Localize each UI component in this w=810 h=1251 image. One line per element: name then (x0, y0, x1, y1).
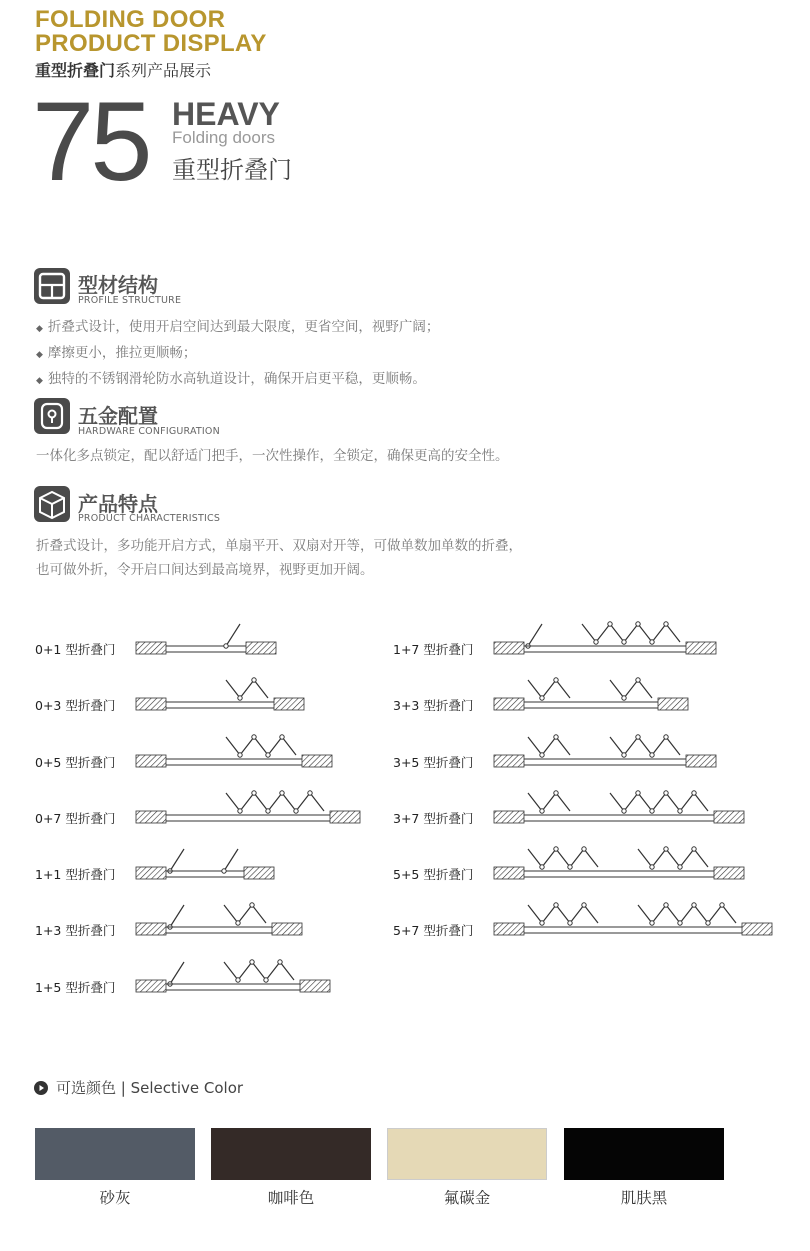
wall (494, 811, 524, 823)
hinge (278, 960, 282, 964)
hinge (678, 809, 682, 813)
hinge (650, 921, 654, 925)
diagram-label: 1+5 型折叠门 (35, 980, 116, 995)
product-subtitle: PRODUCT CHARACTERISTICS (78, 513, 221, 524)
door-panel (226, 624, 240, 646)
wall (742, 923, 772, 935)
door-panels (528, 905, 598, 923)
hinge (650, 753, 654, 757)
door-panel (170, 962, 184, 984)
diagram-label: 3+5 型折叠门 (393, 755, 474, 770)
diagram-label: 3+7 型折叠门 (393, 811, 474, 826)
color-name: 砂灰 (99, 1189, 131, 1207)
wall (300, 980, 330, 992)
hinge (540, 865, 544, 869)
model-number: 75 (32, 79, 149, 204)
color-name: 肌肤黑 (620, 1189, 668, 1207)
wall (494, 923, 524, 935)
hinge (250, 960, 254, 964)
wall (136, 755, 166, 767)
box-icon (34, 486, 70, 522)
hinge (540, 696, 544, 700)
door-panels (638, 849, 708, 867)
product-title: 产品特点 (78, 492, 158, 516)
hinge (650, 865, 654, 869)
subtitle-bold: 重型折叠门 (35, 61, 116, 80)
profile-title: 型材结构 (78, 273, 158, 297)
hinge (266, 753, 270, 757)
hinge (252, 791, 256, 795)
hinge (540, 753, 544, 757)
hinge (692, 791, 696, 795)
profile-list (36, 315, 439, 393)
hinge (222, 869, 226, 873)
hinge (264, 978, 268, 982)
hinge (678, 865, 682, 869)
hinge (692, 847, 696, 851)
model-zh-name: 重型折叠门 (172, 156, 292, 184)
subtitle (35, 58, 211, 81)
hinge (622, 640, 626, 644)
hinge (636, 678, 640, 682)
model-heavy: HEAVY (172, 96, 280, 132)
hinge (622, 753, 626, 757)
hinge (636, 622, 640, 626)
model-folding: Folding doors (172, 128, 276, 147)
wall (686, 755, 716, 767)
hinge (554, 678, 558, 682)
wall (136, 867, 166, 879)
door-panels (224, 962, 294, 980)
door-panels (610, 680, 652, 698)
color-swatch[interactable] (35, 1128, 195, 1180)
wall (244, 867, 274, 879)
door-panel (170, 905, 184, 927)
hinge (608, 622, 612, 626)
wall (494, 698, 524, 710)
diagram-label: 0+7 型折叠门 (35, 811, 116, 826)
hinge (554, 791, 558, 795)
hinge (308, 791, 312, 795)
wall (714, 811, 744, 823)
wall (136, 923, 166, 935)
diagram-label: 1+7 型折叠门 (393, 642, 474, 657)
hinge (540, 809, 544, 813)
color-swatch[interactable] (211, 1128, 371, 1180)
hinge (678, 921, 682, 925)
hinge (280, 735, 284, 739)
color-name: 氟碳金 (443, 1189, 491, 1207)
color-heading (34, 1077, 243, 1098)
product-text (36, 534, 522, 582)
hardware-text: 一体化多点锁定，配以舒适门把手，一次性操作，全锁定，确保更高的安全性。 (36, 448, 509, 464)
hinge (664, 735, 668, 739)
hinge (568, 921, 572, 925)
hinge (622, 696, 626, 700)
wall (494, 867, 524, 879)
hinge (224, 644, 228, 648)
door-panels (582, 624, 680, 642)
hinge (280, 791, 284, 795)
diagram-label: 0+3 型折叠门 (35, 698, 116, 713)
play-circle-icon (34, 1081, 48, 1095)
diamond-bullet-icon: ◆ (36, 324, 43, 334)
hardware-subtitle: HARDWARE CONFIGURATION (78, 426, 220, 437)
door-panels (610, 737, 680, 755)
door-panels (528, 737, 570, 755)
hinge (236, 978, 240, 982)
wall (658, 698, 688, 710)
hinge (236, 921, 240, 925)
product-line: 也可做外折，令开启口间达到最高境界，视野更加开阔。 (36, 562, 374, 578)
title-line2: PRODUCT DISPLAY (35, 30, 267, 57)
wall (246, 642, 276, 654)
hinge (706, 921, 710, 925)
hinge (582, 903, 586, 907)
door-panels (226, 680, 268, 698)
diamond-bullet-icon: ◆ (36, 376, 43, 386)
subtitle-rest: 系列产品展示 (115, 61, 212, 80)
wall (302, 755, 332, 767)
door-panels (528, 680, 570, 698)
hardware-title: 五金配置 (78, 404, 158, 428)
door-panels (528, 793, 570, 811)
wall (686, 642, 716, 654)
hinge (650, 809, 654, 813)
door-panel (170, 849, 184, 871)
wall (494, 755, 524, 767)
hinge (636, 791, 640, 795)
profile-subtitle: PROFILE STRUCTURE (78, 295, 182, 306)
hinge (238, 753, 242, 757)
wall (714, 867, 744, 879)
hinge (568, 865, 572, 869)
door-panels (638, 905, 736, 923)
color-swatch[interactable] (564, 1128, 724, 1180)
wall (274, 698, 304, 710)
hinge (664, 903, 668, 907)
hinge (238, 809, 242, 813)
diagram-label: 5+7 型折叠门 (393, 923, 474, 938)
hinge (294, 809, 298, 813)
color-heading-text: 可选颜色 | Selective Color (56, 1079, 244, 1097)
wall (494, 642, 524, 654)
hinge (664, 847, 668, 851)
hinge (266, 809, 270, 813)
door-panels (226, 737, 296, 755)
hinge (664, 791, 668, 795)
hinge (250, 903, 254, 907)
wall (136, 698, 166, 710)
hinge (252, 678, 256, 682)
color-name: 咖啡色 (267, 1189, 315, 1207)
hinge (554, 903, 558, 907)
diamond-bullet-icon: ◆ (36, 350, 43, 360)
hinge (582, 847, 586, 851)
hinge (720, 903, 724, 907)
title-line1: FOLDING DOOR (35, 6, 226, 33)
profile-item: ◆ 折叠式设计，使用开启空间达到最大限度，更省空间，视野广阔； (36, 319, 440, 335)
wall (136, 642, 166, 654)
hinge (650, 640, 654, 644)
color-swatch[interactable] (387, 1128, 547, 1180)
hinge (622, 809, 626, 813)
hinge (594, 640, 598, 644)
door-panel (528, 624, 542, 646)
wall (136, 811, 166, 823)
hinge (692, 903, 696, 907)
wall (330, 811, 360, 823)
hinge (238, 696, 242, 700)
profile-item: ◆ 摩擦更小，推拉更顺畅； (36, 345, 197, 361)
hinge (664, 622, 668, 626)
window-frame-icon (34, 268, 70, 304)
diagram-label: 1+3 型折叠门 (35, 923, 116, 938)
door-panels (226, 793, 324, 811)
door-panels (224, 905, 266, 923)
profile-item: ◆ 独特的不锈钢滑轮防水高轨道设计，确保开启更平稳，更顺畅。 (36, 371, 426, 387)
diagram-label: 5+5 型折叠门 (393, 867, 474, 882)
hinge (252, 735, 256, 739)
hinge (554, 735, 558, 739)
door-panels (528, 849, 598, 867)
wall (272, 923, 302, 935)
diagram-label: 0+1 型折叠门 (35, 642, 116, 657)
door-panels (610, 793, 708, 811)
door-panel (224, 849, 238, 871)
hinge (554, 847, 558, 851)
hinge (540, 921, 544, 925)
product-line: 折叠式设计，多功能开启方式，单扇平开、双扇对开等，可做单数加单数的折叠， (36, 538, 522, 554)
diagram-label: 3+3 型折叠门 (393, 698, 474, 713)
hinge (636, 735, 640, 739)
wall (136, 980, 166, 992)
lock-icon (34, 398, 70, 434)
diagram-label: 1+1 型折叠门 (35, 867, 116, 882)
diagram-label: 0+5 型折叠门 (35, 755, 116, 770)
